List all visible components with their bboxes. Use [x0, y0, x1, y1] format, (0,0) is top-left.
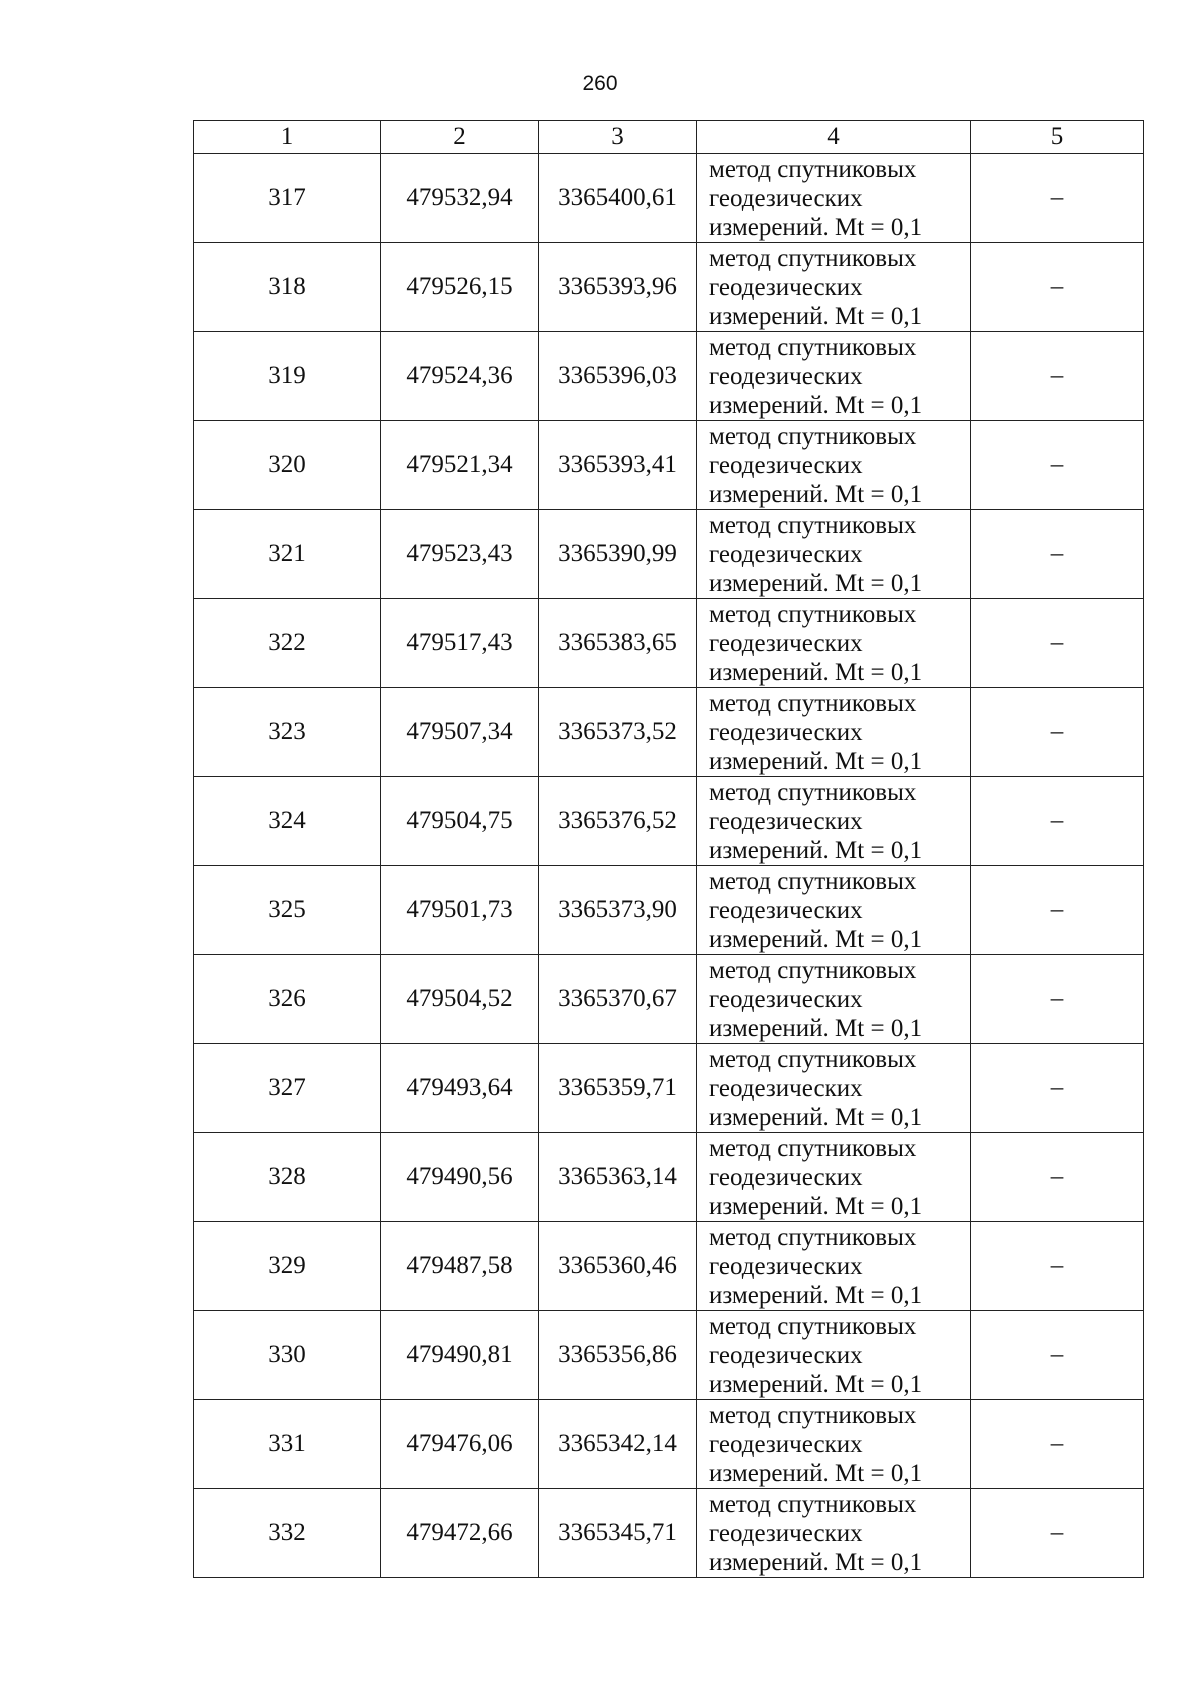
method-cell — [697, 154, 971, 243]
method-cell — [697, 599, 971, 688]
note-cell: – — [971, 599, 1144, 688]
point-number-cell: 327 — [194, 1044, 381, 1133]
method-line: метод спутниковых — [709, 244, 917, 272]
method-line: измерений. Mt = 0,1 — [709, 391, 923, 419]
method-line: геодезических — [709, 807, 863, 835]
y-coordinate-cell: 3365373,52 — [539, 688, 697, 777]
x-coordinate-cell: 479501,73 — [381, 866, 539, 955]
x-coordinate-cell: 479521,34 — [381, 421, 539, 510]
x-coordinate-cell: 479526,15 — [381, 243, 539, 332]
table-row — [194, 1222, 1144, 1311]
x-coordinate-cell: 479524,36 — [381, 332, 539, 421]
y-coordinate-cell: 3365396,03 — [539, 332, 697, 421]
x-coordinate-cell: 479532,94 — [381, 154, 539, 243]
table-row — [194, 599, 1144, 688]
method-line: измерений. Mt = 0,1 — [709, 658, 923, 686]
note-cell: – — [971, 510, 1144, 599]
method-line: геодезических — [709, 1519, 863, 1547]
point-number-cell: 319 — [194, 332, 381, 421]
x-coordinate-cell: 479472,66 — [381, 1489, 539, 1578]
method-line: измерений. Mt = 0,1 — [709, 1281, 923, 1309]
table-row — [194, 955, 1144, 1044]
method-line: геодезических — [709, 1074, 863, 1102]
method-cell — [697, 332, 971, 421]
method-line: геодезических — [709, 1341, 863, 1369]
point-number-cell: 325 — [194, 866, 381, 955]
point-number-cell: 331 — [194, 1400, 381, 1489]
method-line: метод спутниковых — [709, 1134, 917, 1162]
method-line: измерений. Mt = 0,1 — [709, 747, 923, 775]
method-line: метод спутниковых — [709, 511, 917, 539]
method-line: геодезических — [709, 629, 863, 657]
method-cell — [697, 243, 971, 332]
point-number-cell: 324 — [194, 777, 381, 866]
x-coordinate-cell: 479490,81 — [381, 1311, 539, 1400]
method-line: метод спутниковых — [709, 1223, 917, 1251]
note-cell: – — [971, 332, 1144, 421]
x-coordinate-cell: 479504,75 — [381, 777, 539, 866]
table-row — [194, 1133, 1144, 1222]
x-coordinate-cell: 479487,58 — [381, 1222, 539, 1311]
note-cell: – — [971, 1133, 1144, 1222]
page-number: 260 — [582, 72, 618, 95]
method-cell — [697, 510, 971, 599]
x-coordinate-cell: 479507,34 — [381, 688, 539, 777]
method-line: метод спутниковых — [709, 1312, 917, 1340]
method-line: измерений. Mt = 0,1 — [709, 480, 923, 508]
method-line: геодезических — [709, 451, 863, 479]
header-col-1: 1 — [194, 121, 381, 154]
method-line: метод спутниковых — [709, 1490, 917, 1518]
table-row — [194, 332, 1144, 421]
method-line: метод спутниковых — [709, 689, 917, 717]
point-number-cell: 322 — [194, 599, 381, 688]
method-line: измерений. Mt = 0,1 — [709, 302, 923, 330]
x-coordinate-cell: 479490,56 — [381, 1133, 539, 1222]
header-col-4: 4 — [697, 121, 971, 154]
method-line: измерений. Mt = 0,1 — [709, 1370, 923, 1398]
note-cell: – — [971, 243, 1144, 332]
coordinates-table — [193, 120, 1144, 1578]
note-cell: – — [971, 421, 1144, 510]
note-cell: – — [971, 1044, 1144, 1133]
method-line: измерений. Mt = 0,1 — [709, 1459, 923, 1487]
y-coordinate-cell: 3365342,14 — [539, 1400, 697, 1489]
y-coordinate-cell: 3365383,65 — [539, 599, 697, 688]
table-row — [194, 510, 1144, 599]
point-number-cell: 329 — [194, 1222, 381, 1311]
method-line: геодезических — [709, 1252, 863, 1280]
x-coordinate-cell: 479493,64 — [381, 1044, 539, 1133]
y-coordinate-cell: 3365363,14 — [539, 1133, 697, 1222]
header-row — [194, 121, 1144, 154]
x-coordinate-cell: 479504,52 — [381, 955, 539, 1044]
note-cell: – — [971, 1311, 1144, 1400]
table-row — [194, 421, 1144, 510]
y-coordinate-cell: 3365356,86 — [539, 1311, 697, 1400]
note-cell: – — [971, 688, 1144, 777]
table-row — [194, 243, 1144, 332]
table-header — [194, 121, 1144, 154]
method-cell — [697, 1044, 971, 1133]
table-row — [194, 1400, 1144, 1489]
method-line: метод спутниковых — [709, 778, 917, 806]
table-body — [194, 154, 1144, 1578]
method-line: геодезических — [709, 362, 863, 390]
method-cell — [697, 955, 971, 1044]
table-row — [194, 154, 1144, 243]
note-cell: – — [971, 154, 1144, 243]
method-line: измерений. Mt = 0,1 — [709, 213, 923, 241]
method-cell — [697, 866, 971, 955]
x-coordinate-cell: 479517,43 — [381, 599, 539, 688]
method-line: геодезических — [709, 540, 863, 568]
method-line: измерений. Mt = 0,1 — [709, 1103, 923, 1131]
table-row — [194, 777, 1144, 866]
method-line: геодезических — [709, 184, 863, 212]
point-number-cell: 317 — [194, 154, 381, 243]
y-coordinate-cell: 3365390,99 — [539, 510, 697, 599]
method-line: метод спутниковых — [709, 956, 917, 984]
note-cell: – — [971, 777, 1144, 866]
x-coordinate-cell: 479523,43 — [381, 510, 539, 599]
method-cell — [697, 421, 971, 510]
header-col-2: 2 — [381, 121, 539, 154]
method-line: геодезических — [709, 718, 863, 746]
table-row — [194, 1311, 1144, 1400]
method-line: метод спутниковых — [709, 1401, 917, 1429]
method-line: геодезических — [709, 985, 863, 1013]
method-line: геодезических — [709, 273, 863, 301]
method-cell — [697, 688, 971, 777]
method-line: геодезических — [709, 1163, 863, 1191]
point-number-cell: 321 — [194, 510, 381, 599]
y-coordinate-cell: 3365345,71 — [539, 1489, 697, 1578]
table-row — [194, 1044, 1144, 1133]
point-number-cell: 332 — [194, 1489, 381, 1578]
point-number-cell: 326 — [194, 955, 381, 1044]
point-number-cell: 330 — [194, 1311, 381, 1400]
method-line: метод спутниковых — [709, 155, 917, 183]
method-cell — [697, 1133, 971, 1222]
method-line: метод спутниковых — [709, 422, 917, 450]
note-cell: – — [971, 1222, 1144, 1311]
y-coordinate-cell: 3365393,41 — [539, 421, 697, 510]
y-coordinate-cell: 3365359,71 — [539, 1044, 697, 1133]
y-coordinate-cell: 3365376,52 — [539, 777, 697, 866]
y-coordinate-cell: 3365360,46 — [539, 1222, 697, 1311]
y-coordinate-cell: 3365400,61 — [539, 154, 697, 243]
method-line: измерений. Mt = 0,1 — [709, 1548, 923, 1576]
method-cell — [697, 777, 971, 866]
note-cell: – — [971, 1489, 1144, 1578]
point-number-cell: 328 — [194, 1133, 381, 1222]
method-cell — [697, 1222, 971, 1311]
method-line: метод спутниковых — [709, 867, 917, 895]
note-cell: – — [971, 1400, 1144, 1489]
method-line: метод спутниковых — [709, 600, 917, 628]
note-cell: – — [971, 955, 1144, 1044]
note-cell: – — [971, 866, 1144, 955]
x-coordinate-cell: 479476,06 — [381, 1400, 539, 1489]
header-col-3: 3 — [539, 121, 697, 154]
y-coordinate-cell: 3365373,90 — [539, 866, 697, 955]
method-line: измерений. Mt = 0,1 — [709, 836, 923, 864]
method-cell — [697, 1311, 971, 1400]
method-line: измерений. Mt = 0,1 — [709, 569, 923, 597]
method-cell — [697, 1489, 971, 1578]
y-coordinate-cell: 3365393,96 — [539, 243, 697, 332]
y-coordinate-cell: 3365370,67 — [539, 955, 697, 1044]
point-number-cell: 318 — [194, 243, 381, 332]
header-col-5: 5 — [971, 121, 1144, 154]
method-line: метод спутниковых — [709, 1045, 917, 1073]
method-line: метод спутниковых — [709, 333, 917, 361]
method-cell — [697, 1400, 971, 1489]
table-row — [194, 688, 1144, 777]
method-line: измерений. Mt = 0,1 — [709, 1192, 923, 1220]
method-line: измерений. Mt = 0,1 — [709, 1014, 923, 1042]
method-line: геодезических — [709, 1430, 863, 1458]
table-row — [194, 866, 1144, 955]
point-number-cell: 320 — [194, 421, 381, 510]
method-line: измерений. Mt = 0,1 — [709, 925, 923, 953]
table-row — [194, 1489, 1144, 1578]
point-number-cell: 323 — [194, 688, 381, 777]
method-line: геодезических — [709, 896, 863, 924]
